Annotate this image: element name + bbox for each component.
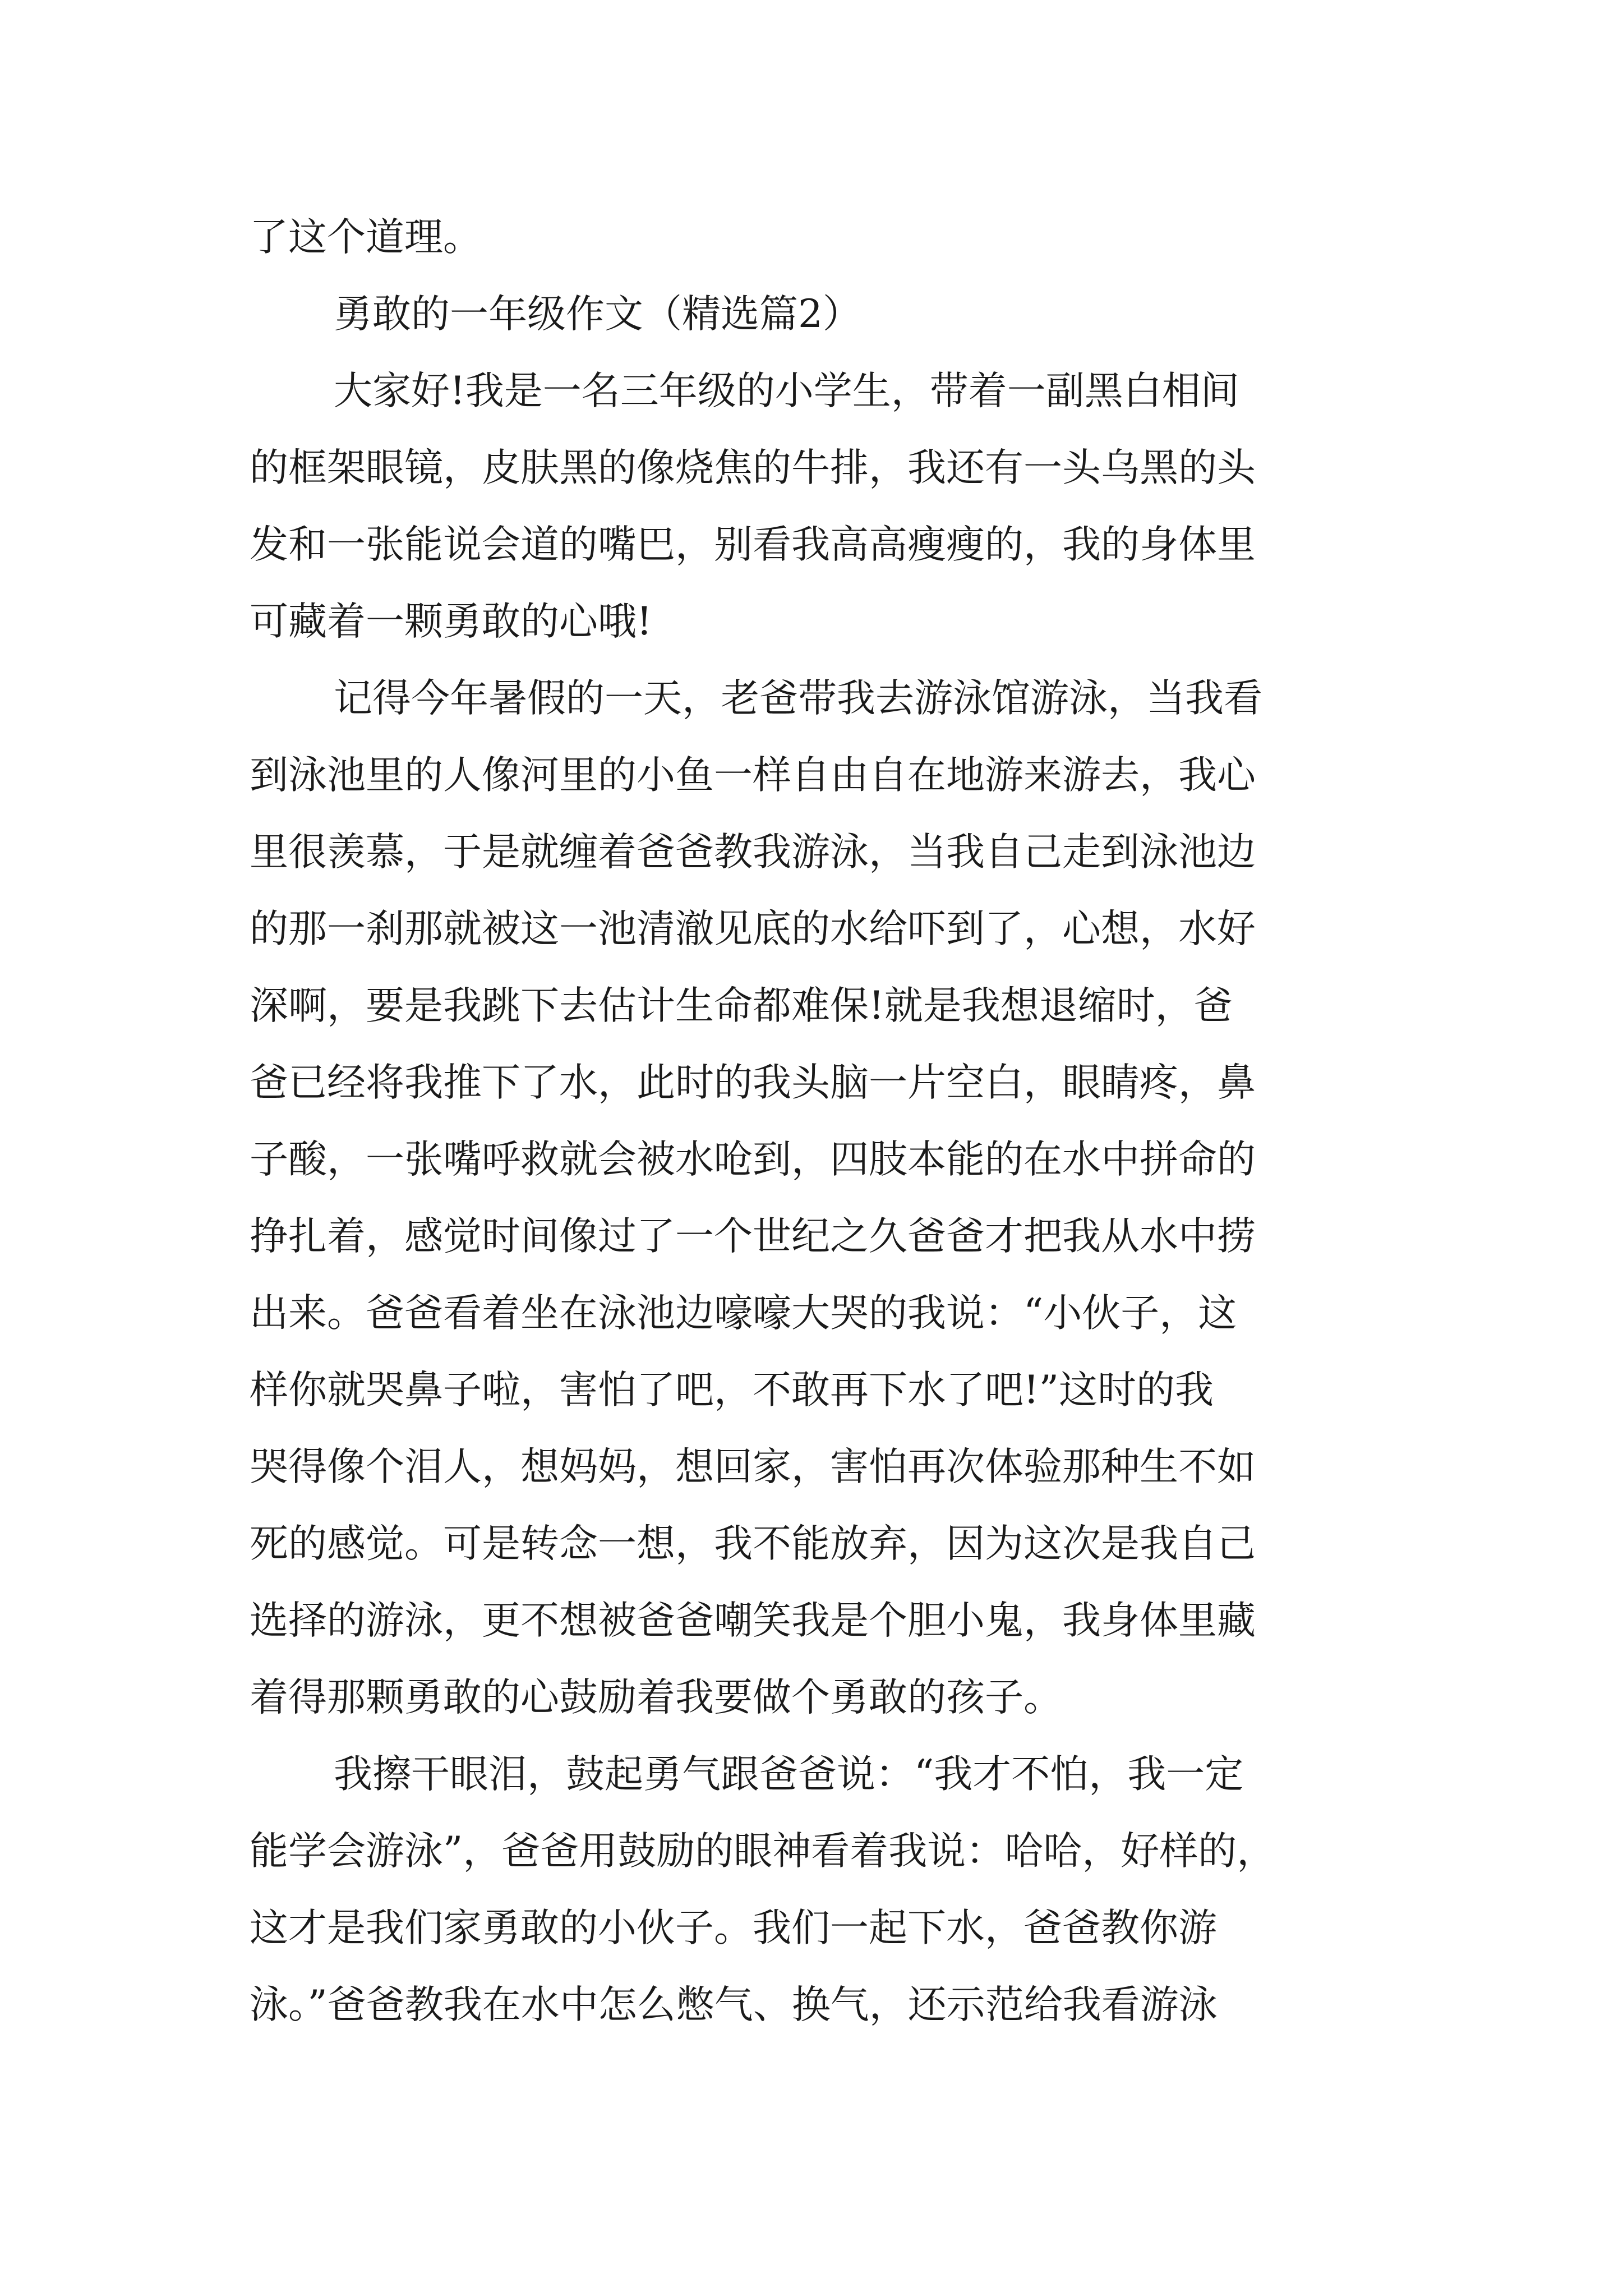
text-line: 选择的游泳，更不想被爸爸嘲笑我是个胆小鬼，我身体里藏 [250,1598,1256,1643]
text-line: 的那一刹那就被这一池清澈见底的水给吓到了，心想，水好 [250,907,1256,951]
text-line: 发和一张能说会道的嘴巴，别看我高高瘦瘦的，我的身体里 [250,522,1256,567]
text-line: 的框架眼镜，皮肤黑的像烧焦的牛排，我还有一头乌黑的头 [250,445,1256,490]
text-line: 这才是我们家勇敢的小伙子。我们一起下水，爸爸教你游 [250,1906,1217,1950]
paragraph-first-line: 记得今年暑假的一天，老爸带我去游泳馆游泳，当我看 [334,676,1262,721]
paragraph-first-line: 大家好!我是一名三年级的小学生，带着一副黑白相间 [334,369,1239,413]
text-line: 里很羡慕，于是就缠着爸爸教我游泳，当我自己走到泳池边 [250,830,1256,875]
text-line: 着得那颗勇敢的心鼓励着我要做个勇敢的孩子。 [250,1675,1062,1720]
document-body [250,199,1388,2044]
text-line: 泳。”爸爸教我在水中怎么憋气、换气，还示范给我看游泳 [250,1982,1218,2027]
text-line: 深啊，要是我跳下去估计生命都难保!就是我想退缩时，爸 [250,983,1233,1028]
text-line: 了这个道理。 [250,215,482,260]
section-heading: 勇敢的一年级作文（精选篇2） [334,292,861,337]
text-line: 死的感觉。可是转念一想，我不能放弃，因为这次是我自己 [250,1521,1256,1566]
text-line: 到泳池里的人像河里的小鱼一样自由自在地游来游去，我心 [250,753,1256,798]
text-line: 可藏着一颗勇敢的心哦! [250,599,652,644]
text-line: 出来。爸爸看着坐在泳池边嚎嚎大哭的我说：“小伙子，这 [250,1291,1237,1336]
text-line: 爸已经将我推下了水，此时的我头脑一片空白，眼睛疼，鼻 [250,1060,1256,1105]
text-line: 子酸，一张嘴呼救就会被水呛到，四肢本能的在水中拼命的 [250,1137,1256,1182]
text-line: 样你就哭鼻子啦，害怕了吧，不敢再下水了吧!”这时的我 [250,1368,1214,1412]
text-line: 挣扎着，感觉时间像过了一个世纪之久爸爸才把我从水中捞 [250,1214,1256,1259]
text-line: 能学会游泳”，爸爸用鼓励的眼神看着我说：哈哈，好样的， [250,1829,1276,1874]
paragraph-first-line: 我擦干眼泪，鼓起勇气跟爸爸说：“我才不怕，我一定 [334,1752,1244,1797]
text-line: 哭得像个泪人，想妈妈，想回家，害怕再次体验那种生不如 [250,1444,1256,1489]
